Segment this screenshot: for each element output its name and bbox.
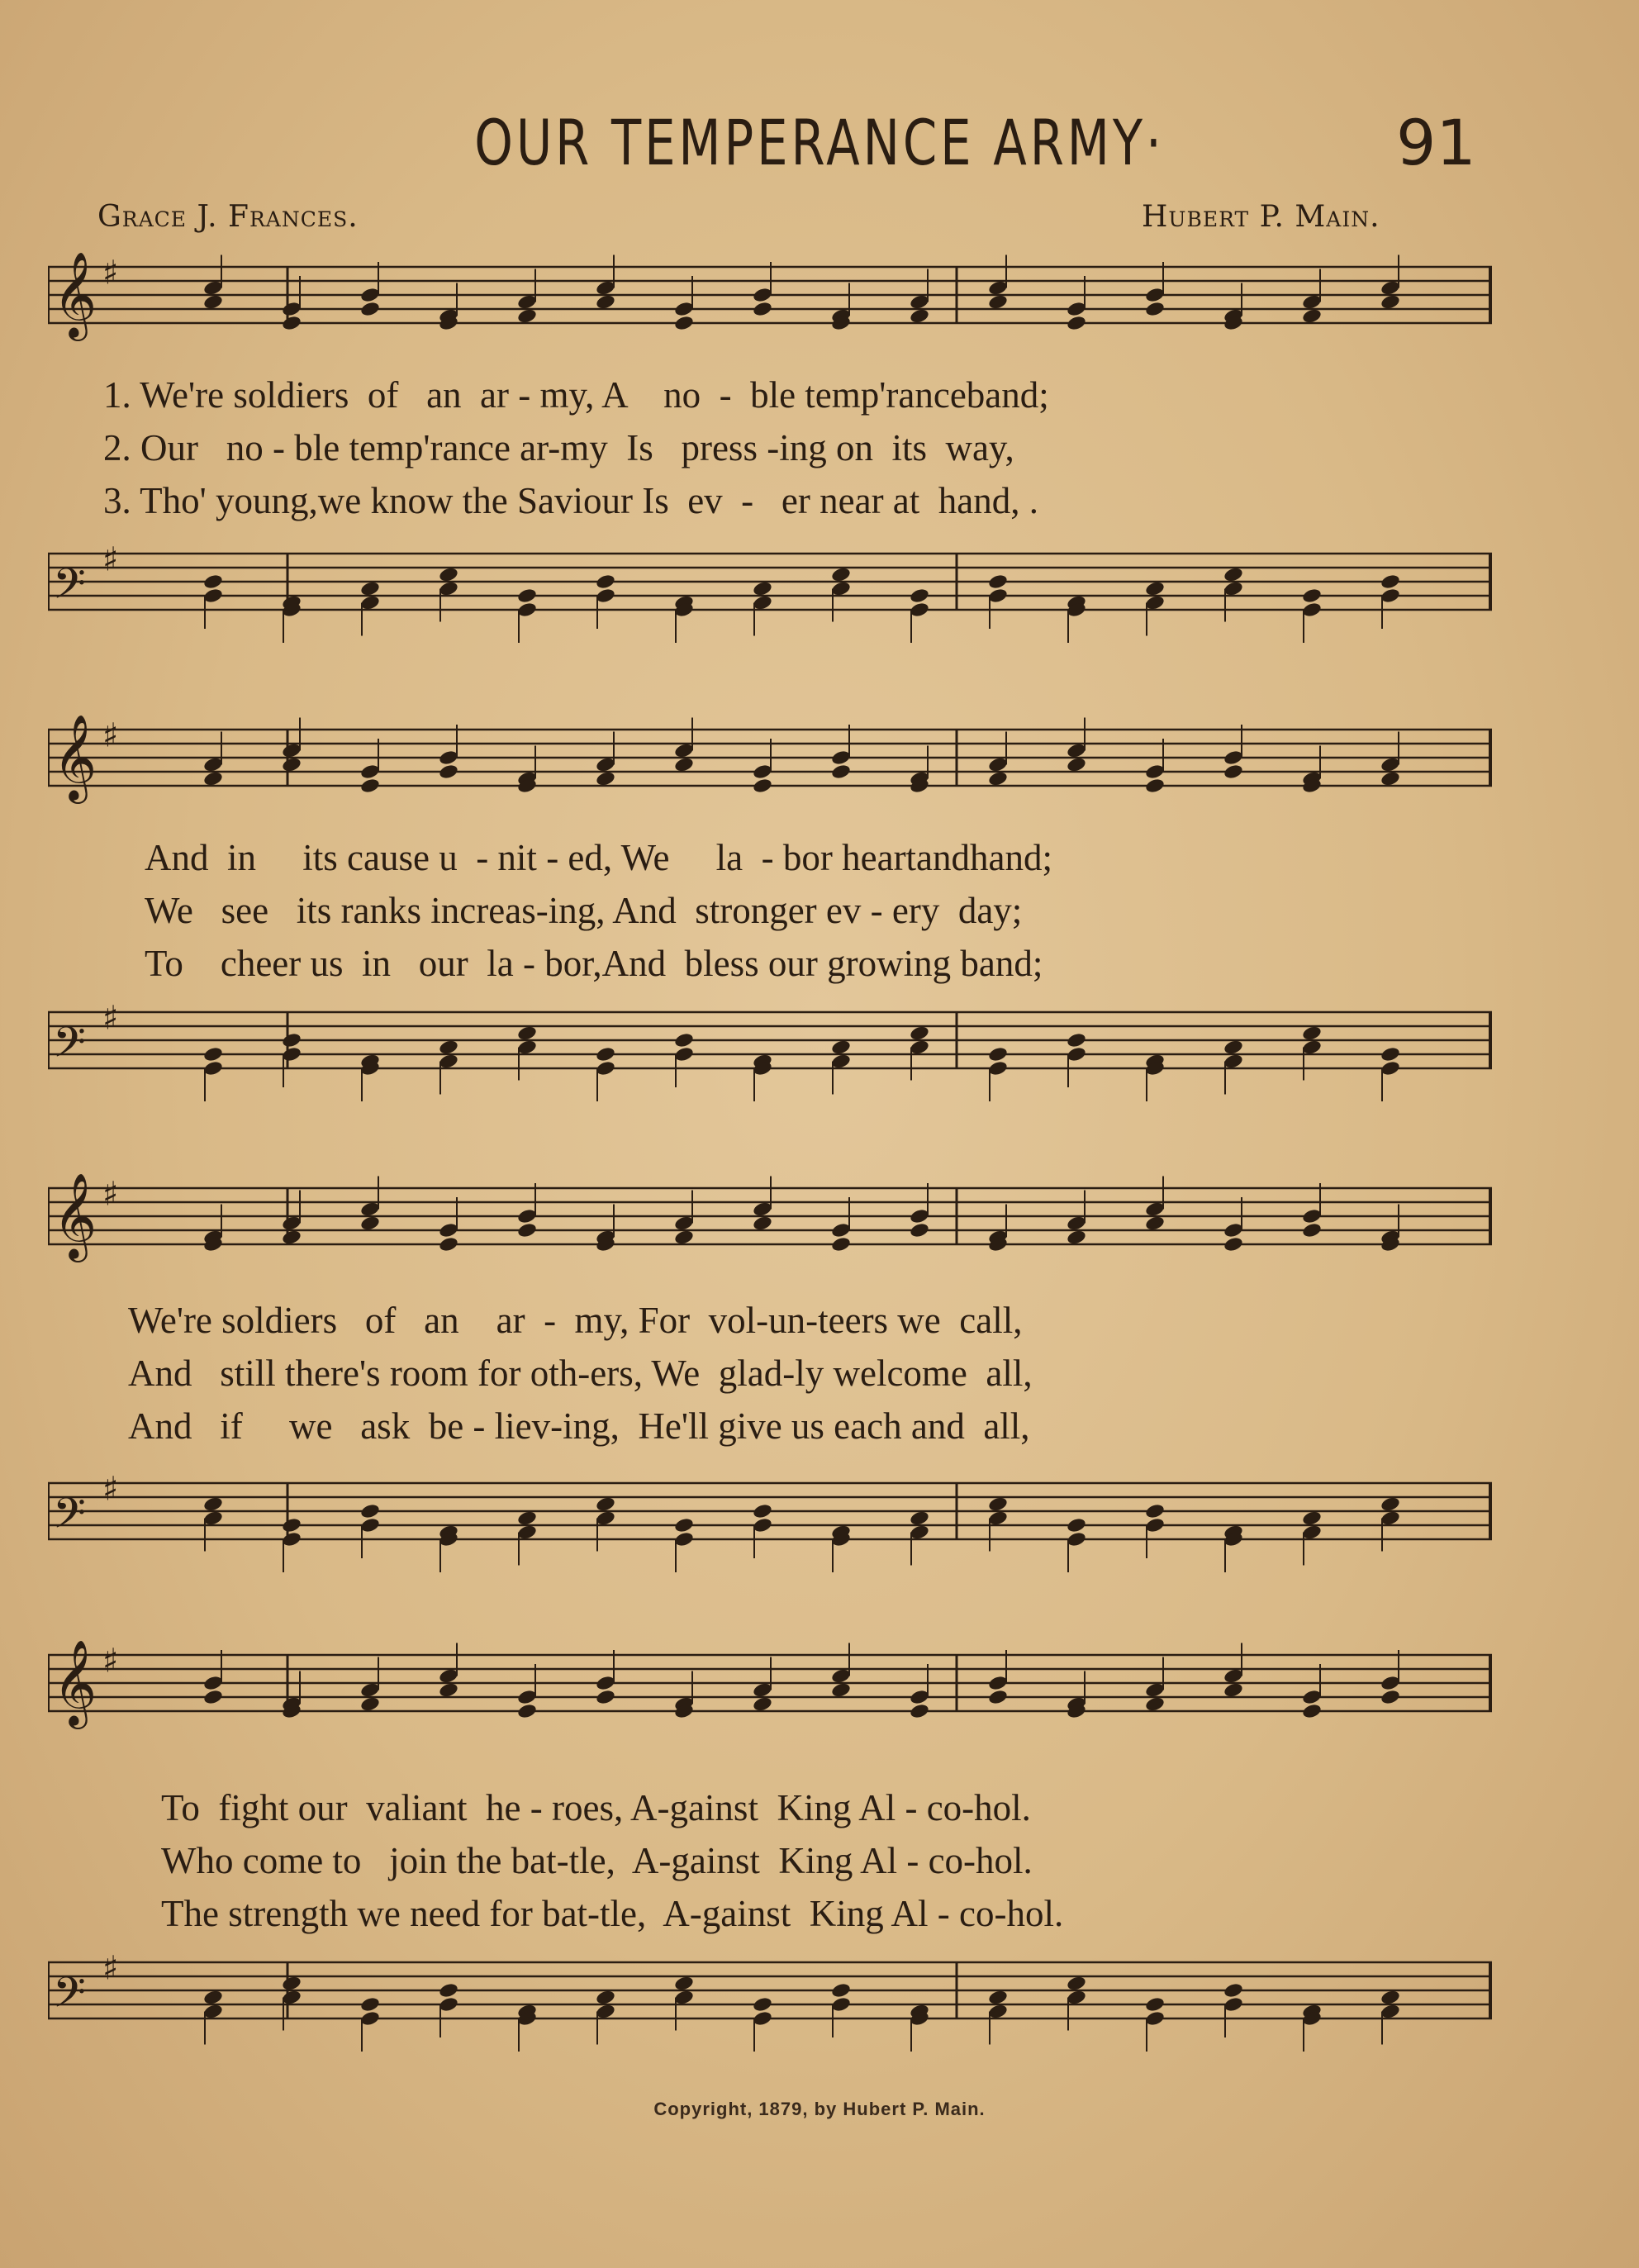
notehead-icon xyxy=(1301,601,1322,619)
hymn-title: OUR TEMPERANCE ARMY· xyxy=(474,106,1165,179)
notehead-icon xyxy=(909,1689,929,1706)
notehead-icon xyxy=(359,1996,380,2014)
notehead-icon xyxy=(359,1201,380,1218)
notehead-icon xyxy=(202,293,223,311)
notehead-icon xyxy=(1301,1222,1322,1239)
notehead-icon xyxy=(909,1222,929,1239)
notehead-icon xyxy=(1144,580,1165,597)
notehead-icon xyxy=(1066,315,1086,332)
notehead-icon xyxy=(438,1222,458,1239)
notehead-icon xyxy=(595,756,615,773)
notehead-icon xyxy=(516,307,537,325)
notehead-icon xyxy=(1380,1675,1400,1692)
notehead-icon xyxy=(202,1060,223,1077)
lyric-line: And if we ask be - liev-ing, He'll give us each and all, xyxy=(128,1405,1030,1447)
notehead-icon xyxy=(1301,1703,1322,1720)
notehead-icon xyxy=(438,749,458,767)
notehead-icon xyxy=(1066,756,1086,773)
notehead-icon xyxy=(438,1996,458,2014)
lyric-line: We see its ranks increas-ing, And stronger ev - ery day; xyxy=(145,890,1023,931)
notehead-icon xyxy=(281,1215,302,1232)
notehead-icon xyxy=(673,1531,694,1548)
notehead-icon xyxy=(1066,1989,1086,2006)
notehead-icon xyxy=(1301,307,1322,325)
notehead-icon xyxy=(202,587,223,605)
notehead-icon xyxy=(516,1208,537,1225)
notehead-icon xyxy=(516,1703,537,1720)
notehead-icon xyxy=(595,587,615,605)
notehead-icon xyxy=(673,1215,694,1232)
notehead-icon xyxy=(1301,1510,1322,1527)
notehead-icon xyxy=(281,742,302,759)
notehead-icon xyxy=(1380,1689,1400,1706)
notehead-icon xyxy=(359,594,380,611)
notehead-icon xyxy=(987,756,1008,773)
notehead-icon xyxy=(673,1975,694,1992)
notehead-icon xyxy=(1066,1046,1086,1063)
notehead-icon xyxy=(202,279,223,297)
notehead-icon xyxy=(595,2003,615,2020)
treble-clef-icon: 𝄞 xyxy=(53,1173,97,1259)
notehead-icon xyxy=(1144,1996,1165,2014)
treble-staff-3 xyxy=(48,1173,1492,1297)
notehead-icon xyxy=(359,1681,380,1699)
notehead-icon xyxy=(281,1517,302,1534)
treble-clef-icon: 𝄞 xyxy=(53,252,97,338)
notehead-icon xyxy=(673,1032,694,1049)
notehead-icon xyxy=(595,1495,615,1513)
notehead-icon xyxy=(752,594,772,611)
sharp-icon: ♯ xyxy=(102,540,119,579)
lyric-line: 2. Our no - ble temp'rance ar-my Is press -ing on its way, xyxy=(103,427,1014,468)
notehead-icon xyxy=(595,1989,615,2006)
notehead-icon xyxy=(909,601,929,619)
notehead-icon xyxy=(1301,293,1322,311)
sharp-icon: ♯ xyxy=(102,1949,119,1988)
notehead-icon xyxy=(830,1222,851,1239)
notehead-icon xyxy=(1066,1229,1086,1246)
notehead-icon xyxy=(438,763,458,781)
notehead-icon xyxy=(1223,1222,1243,1239)
notehead-icon xyxy=(673,1229,694,1246)
notehead-icon xyxy=(281,315,302,332)
notehead-icon xyxy=(987,1989,1008,2006)
notehead-icon xyxy=(202,573,223,591)
notehead-icon xyxy=(595,573,615,591)
notehead-icon xyxy=(1144,594,1165,611)
notehead-icon xyxy=(830,1681,851,1699)
notehead-icon xyxy=(1144,763,1165,781)
notehead-icon xyxy=(1380,279,1400,297)
notehead-icon xyxy=(281,1046,302,1063)
notehead-icon xyxy=(830,749,851,767)
notehead-icon xyxy=(752,1681,772,1699)
notehead-icon xyxy=(673,742,694,759)
notehead-icon xyxy=(359,1215,380,1232)
notehead-icon xyxy=(516,601,537,619)
treble-clef-icon: 𝄞 xyxy=(53,715,97,801)
sharp-icon: ♯ xyxy=(102,1470,119,1509)
notehead-icon xyxy=(438,580,458,597)
notehead-icon xyxy=(909,1524,929,1541)
notehead-icon xyxy=(987,2003,1008,2020)
notehead-icon xyxy=(830,580,851,597)
sharp-icon: ♯ xyxy=(102,1642,119,1681)
notehead-icon xyxy=(359,301,380,318)
sharp-icon: ♯ xyxy=(102,716,119,755)
sharp-icon: ♯ xyxy=(102,999,119,1038)
notehead-icon xyxy=(830,763,851,781)
notehead-icon xyxy=(1144,777,1165,795)
notehead-icon xyxy=(281,756,302,773)
notehead-icon xyxy=(1066,301,1086,318)
notehead-icon xyxy=(1223,566,1243,583)
bass-staff-3 xyxy=(48,1458,1492,1582)
notehead-icon xyxy=(1223,1681,1243,1699)
notehead-icon xyxy=(987,1675,1008,1692)
notehead-icon xyxy=(752,1503,772,1520)
lyric-line: And in its cause u - nit - ed, We la - bor heartandhand; xyxy=(145,837,1053,878)
notehead-icon xyxy=(595,1046,615,1063)
lyric-line: And still there's room for oth-ers, We glad-ly welcome all, xyxy=(128,1353,1033,1394)
notehead-icon xyxy=(752,301,772,318)
notehead-icon xyxy=(438,566,458,583)
bass-staff-1 xyxy=(48,529,1492,653)
notehead-icon xyxy=(516,587,537,605)
notehead-icon xyxy=(1066,1517,1086,1534)
staff-lines xyxy=(48,1962,1492,2018)
notehead-icon xyxy=(1223,1667,1243,1685)
notehead-icon xyxy=(1223,749,1243,767)
notehead-icon xyxy=(830,1053,851,1070)
notehead-icon xyxy=(202,1510,223,1527)
notehead-icon xyxy=(516,293,537,311)
bass-clef-icon: 𝄢 xyxy=(53,1967,86,2028)
notehead-icon xyxy=(202,1989,223,2006)
notehead-icon xyxy=(1223,1236,1243,1253)
notehead-icon xyxy=(1380,293,1400,311)
notehead-icon xyxy=(752,1996,772,2014)
notehead-icon xyxy=(752,1201,772,1218)
notehead-icon xyxy=(1144,301,1165,318)
notehead-icon xyxy=(987,1510,1008,1527)
notehead-icon xyxy=(595,293,615,311)
notehead-icon xyxy=(1380,1510,1400,1527)
notehead-icon xyxy=(1223,1996,1243,2014)
notehead-icon xyxy=(1144,1695,1165,1713)
sharp-icon: ♯ xyxy=(102,254,119,292)
composer-credit: Hubert P. Main. xyxy=(1142,200,1380,234)
notehead-icon xyxy=(595,1060,615,1077)
notehead-icon xyxy=(359,777,380,795)
notehead-icon xyxy=(1380,573,1400,591)
notehead-icon xyxy=(359,580,380,597)
treble-staff-2 xyxy=(48,715,1492,822)
notehead-icon xyxy=(830,1236,851,1253)
notehead-icon xyxy=(1144,1503,1165,1520)
notehead-icon xyxy=(1144,1215,1165,1232)
treble-staff-4 xyxy=(48,1640,1492,1772)
notehead-icon xyxy=(1380,2003,1400,2020)
notehead-icon xyxy=(438,1053,458,1070)
notehead-icon xyxy=(987,1060,1008,1077)
page-number: 91 xyxy=(1396,106,1476,179)
notehead-icon xyxy=(1301,1025,1322,1042)
notehead-icon xyxy=(1066,1975,1086,1992)
notehead-icon xyxy=(752,287,772,304)
notehead-icon xyxy=(1223,580,1243,597)
notehead-icon xyxy=(1380,1060,1400,1077)
notehead-icon xyxy=(673,756,694,773)
bass-staff-4 xyxy=(48,1938,1492,2082)
notehead-icon xyxy=(1223,763,1243,781)
lyric-line: 1. We're soldiers of an ar - my, A no - ble temp'ranceband; xyxy=(103,374,1049,416)
notehead-icon xyxy=(595,1689,615,1706)
notehead-icon xyxy=(909,307,929,325)
notehead-icon xyxy=(281,1975,302,1992)
notehead-icon xyxy=(752,1695,772,1713)
bass-clef-icon: 𝄢 xyxy=(53,559,86,619)
notehead-icon xyxy=(987,1046,1008,1063)
notehead-icon xyxy=(1380,1495,1400,1513)
notehead-icon xyxy=(595,279,615,297)
lyric-line: To fight our valiant he - roes, A-gainst King Al - co-hol. xyxy=(161,1787,1031,1828)
notehead-icon xyxy=(438,1982,458,1999)
notehead-icon xyxy=(987,1689,1008,1706)
notehead-icon xyxy=(1301,1039,1322,1056)
notehead-icon xyxy=(673,1046,694,1063)
lyric-line: Who come to join the bat-tle, A-gainst King Al - co-hol. xyxy=(161,1840,1033,1881)
notehead-icon xyxy=(752,1517,772,1534)
lyric-line: To cheer us in our la - bor,And bless our growing band; xyxy=(145,943,1043,984)
notehead-icon xyxy=(516,1222,537,1239)
treble-clef-icon: 𝄞 xyxy=(53,1640,97,1726)
notehead-icon xyxy=(909,1510,929,1527)
notehead-icon xyxy=(752,2010,772,2028)
lyric-line: The strength we need for bat-tle, A-gainst King Al - co-hol. xyxy=(161,1893,1064,1934)
notehead-icon xyxy=(909,1208,929,1225)
notehead-icon xyxy=(359,1503,380,1520)
notehead-icon xyxy=(202,1675,223,1692)
sharp-icon: ♯ xyxy=(102,1175,119,1214)
notehead-icon xyxy=(830,1982,851,1999)
notehead-icon xyxy=(202,2003,223,2020)
notehead-icon xyxy=(595,1510,615,1527)
notehead-icon xyxy=(516,1689,537,1706)
notehead-icon xyxy=(909,1039,929,1056)
notehead-icon xyxy=(1144,1517,1165,1534)
notehead-icon xyxy=(1301,1524,1322,1541)
notehead-icon xyxy=(359,1695,380,1713)
notehead-icon xyxy=(987,1495,1008,1513)
notehead-icon xyxy=(202,1689,223,1706)
notehead-icon xyxy=(752,777,772,795)
lyric-line: We're soldiers of an ar - my, For vol-un-teers we call, xyxy=(128,1300,1023,1341)
notehead-icon xyxy=(1144,1681,1165,1699)
notehead-icon xyxy=(1380,587,1400,605)
notehead-icon xyxy=(1066,742,1086,759)
notehead-icon xyxy=(359,763,380,781)
notehead-icon xyxy=(359,287,380,304)
notehead-icon xyxy=(202,756,223,773)
notehead-icon xyxy=(752,1215,772,1232)
notehead-icon xyxy=(202,770,223,787)
notehead-icon xyxy=(202,1495,223,1513)
notehead-icon xyxy=(1066,1032,1086,1049)
bass-staff-2 xyxy=(48,987,1492,1111)
notehead-icon xyxy=(987,587,1008,605)
notehead-icon xyxy=(752,580,772,597)
notehead-icon xyxy=(752,763,772,781)
notehead-icon xyxy=(595,770,615,787)
notehead-icon xyxy=(1380,756,1400,773)
treble-staff-1 xyxy=(48,252,1492,359)
notehead-icon xyxy=(830,1039,851,1056)
notehead-icon xyxy=(673,301,694,318)
notehead-icon xyxy=(438,1039,458,1056)
notehead-icon xyxy=(987,279,1008,297)
bass-clef-icon: 𝄢 xyxy=(53,1017,86,1077)
notehead-icon xyxy=(1144,1201,1165,1218)
notehead-icon xyxy=(1301,1689,1322,1706)
notehead-icon xyxy=(673,1517,694,1534)
notehead-icon xyxy=(595,1675,615,1692)
notehead-icon xyxy=(673,315,694,332)
notehead-icon xyxy=(516,1025,537,1042)
notehead-icon xyxy=(1066,1531,1086,1548)
notehead-icon xyxy=(1144,287,1165,304)
notehead-icon xyxy=(1223,1039,1243,1056)
lyricist-credit: Grace J. Frances. xyxy=(97,200,359,234)
notehead-icon xyxy=(987,573,1008,591)
notehead-icon xyxy=(438,1236,458,1253)
notehead-icon xyxy=(987,293,1008,311)
notehead-icon xyxy=(359,2010,380,2028)
notehead-icon xyxy=(1066,1215,1086,1232)
notehead-icon xyxy=(281,1531,302,1548)
notehead-icon xyxy=(281,1032,302,1049)
notehead-icon xyxy=(673,1989,694,2006)
bass-clef-icon: 𝄢 xyxy=(53,1488,86,1548)
notehead-icon xyxy=(1380,1046,1400,1063)
notehead-icon xyxy=(438,1681,458,1699)
notehead-icon xyxy=(281,301,302,318)
notehead-icon xyxy=(1380,1989,1400,2006)
lyric-line: 3. Tho' young,we know the Saviour Is ev - er near at hand, . xyxy=(103,480,1039,521)
notehead-icon xyxy=(1301,587,1322,605)
copyright-notice: Copyright, 1879, by Hubert P. Main. xyxy=(653,2099,986,2119)
notehead-icon xyxy=(909,293,929,311)
notehead-icon xyxy=(909,587,929,605)
notehead-icon xyxy=(1223,1982,1243,1999)
notehead-icon xyxy=(1144,2010,1165,2028)
notehead-icon xyxy=(359,1517,380,1534)
notehead-icon xyxy=(987,770,1008,787)
notehead-icon xyxy=(830,1667,851,1685)
notehead-icon xyxy=(202,1046,223,1063)
notehead-icon xyxy=(1380,770,1400,787)
notehead-icon xyxy=(909,1703,929,1720)
notehead-icon xyxy=(438,1667,458,1685)
notehead-icon xyxy=(830,1996,851,2014)
notehead-icon xyxy=(1301,1208,1322,1225)
notehead-icon xyxy=(281,1229,302,1246)
notehead-icon xyxy=(516,1510,537,1527)
notehead-icon xyxy=(516,1524,537,1541)
notehead-icon xyxy=(516,1039,537,1056)
notehead-icon xyxy=(281,1989,302,2006)
notehead-icon xyxy=(830,566,851,583)
notehead-icon xyxy=(909,1025,929,1042)
notehead-icon xyxy=(1223,1053,1243,1070)
